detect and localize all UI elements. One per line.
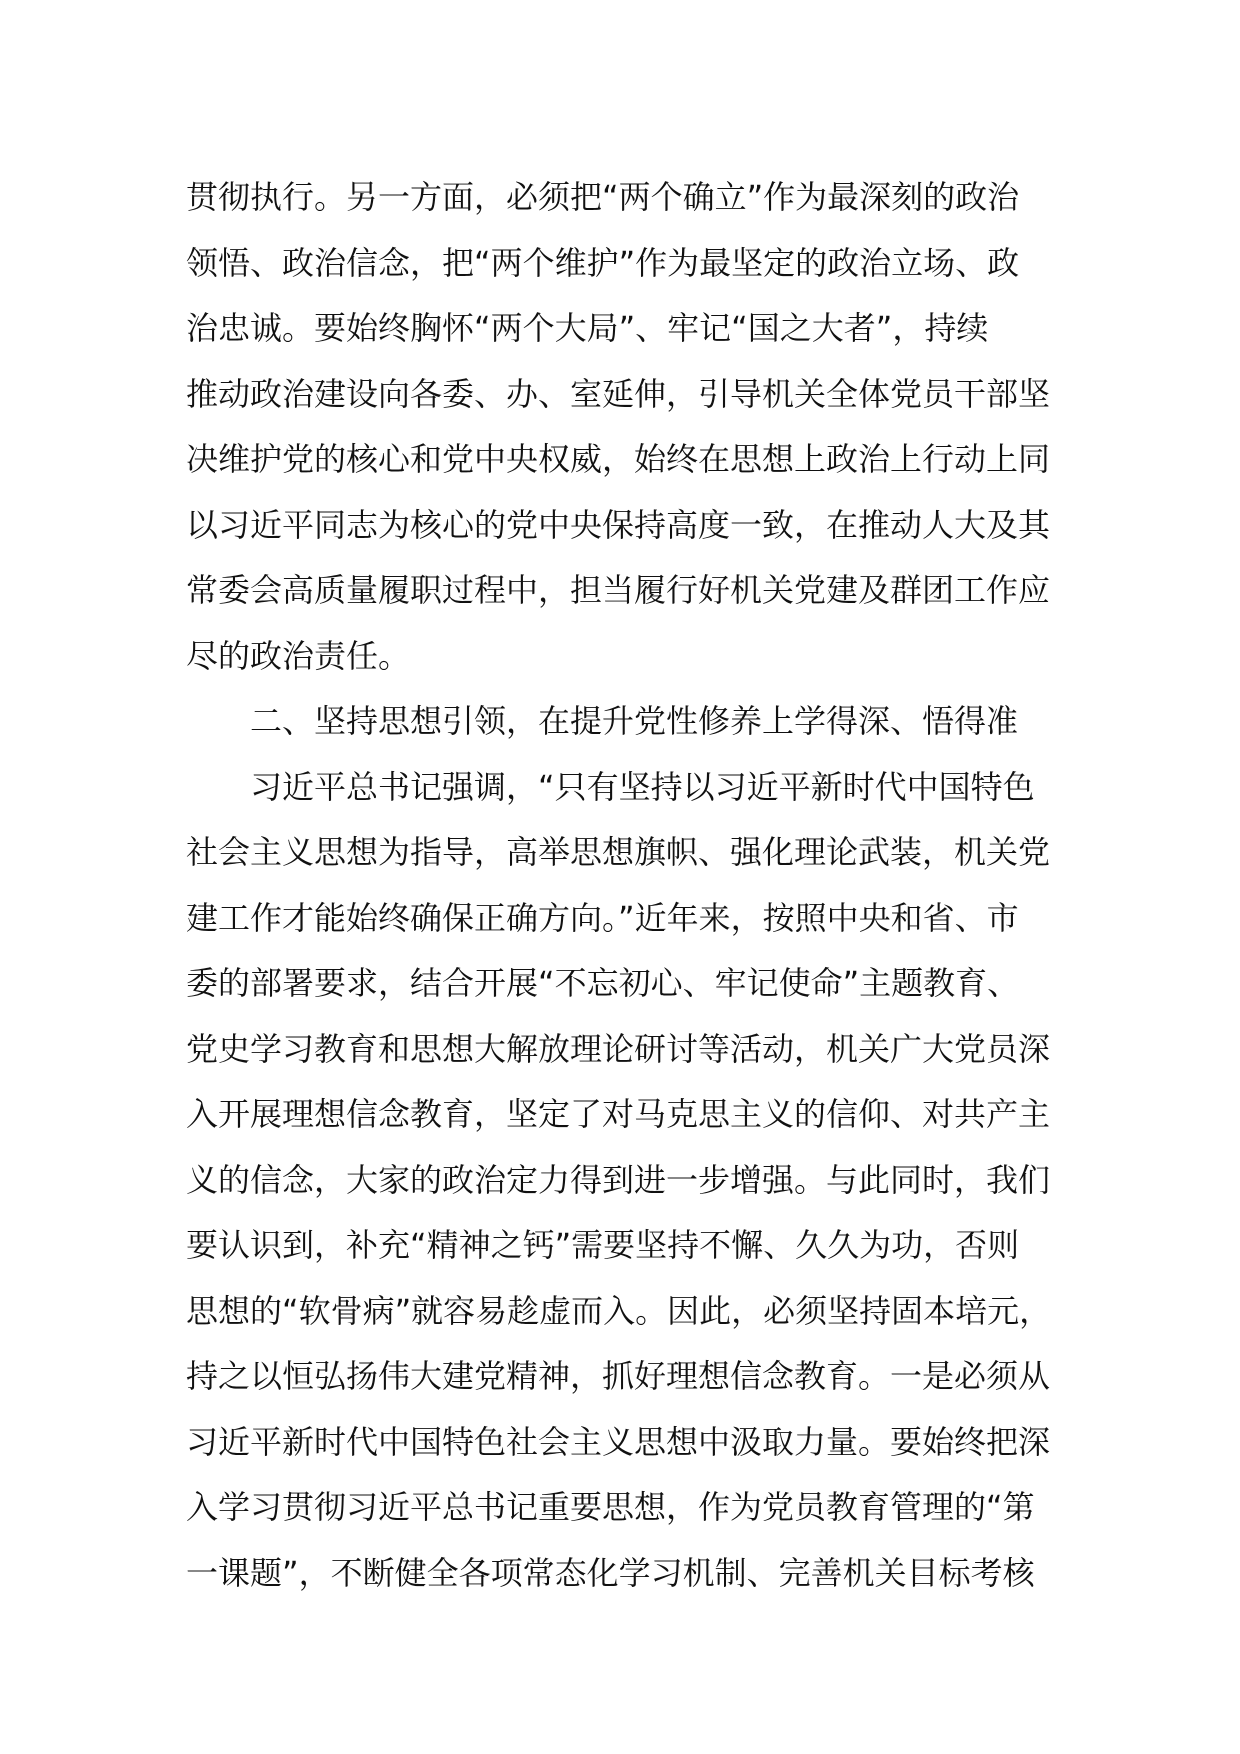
text-line: 尽的政治责任。: [186, 636, 411, 675]
text-line: 决维护党的核心和党中央权威，始终在思想上政治上行动上同: [186, 440, 1051, 478]
body-text: [186, 165, 1086, 1606]
text-line: 建工作才能始终确保正确方向。”近年来，按照中央和省、市: [186, 898, 1019, 937]
paragraph-start-line: 习近平总书记强调，“只有坚持以习近平新时代中国特色: [250, 767, 1035, 806]
text-line: 持之以恒弘扬伟大建党精神，抓好理想信念教育。一是必须从: [186, 1357, 1051, 1395]
text-line: 要认识到，补充“精神之钙”需要坚持不懈、久久为功，否则: [186, 1226, 1020, 1264]
text-line: 入开展理想信念教育，坚定了对马克思主义的信仰、对共产主: [186, 1095, 1051, 1133]
text-line: 领悟、政治信念，把“两个维护”作为最坚定的政治立场、政: [186, 243, 1020, 282]
text-line: 社会主义思想为指导，高举思想旗帜、强化理论武装，机关党: [186, 833, 1051, 871]
text-line: 贯彻执行。另一方面，必须把“两个确立”作为最深刻的政治: [186, 178, 1020, 216]
text-line: 推动政治建设向各委、办、室延伸，引导机关全体党员干部坚: [186, 374, 1051, 413]
text-line: 党史学习教育和思想大解放理论研讨等活动，机关广大党员深: [186, 1029, 1051, 1068]
paragraph-start-line: 二、坚持思想引领，在提升党性修养上学得深、悟得准: [250, 702, 1019, 740]
text-line: 治忠诚。要始终胸怀“两个大局”、牢记“国之大者”，持续: [186, 309, 989, 347]
text-line: 思想的“软骨病”就容易趁虚而入。因此，必须坚持固本培元，: [186, 1291, 1052, 1330]
text-line: 以习近平同志为核心的党中央保持高度一致，在推动人大及其: [186, 505, 1051, 544]
text-line: 委的部署要求，结合开展“不忘初心、牢记使命”主题教育、: [186, 964, 1020, 1002]
text-line: 入学习贯彻习近平总书记重要思想，作为党员教育管理的“第: [186, 1488, 1035, 1526]
text-line: 习近平新时代中国特色社会主义思想中汲取力量。要始终把深: [186, 1422, 1051, 1461]
text-line: 常委会高质量履职过程中，担当履行好机关党建及群团工作应: [186, 571, 1051, 609]
text-line: 一课题”，不断健全各项常态化学习机制、完善机关目标考核: [186, 1553, 1035, 1592]
text-line: 义的信念，大家的政治定力得到进一步增强。与此同时，我们: [186, 1160, 1051, 1199]
